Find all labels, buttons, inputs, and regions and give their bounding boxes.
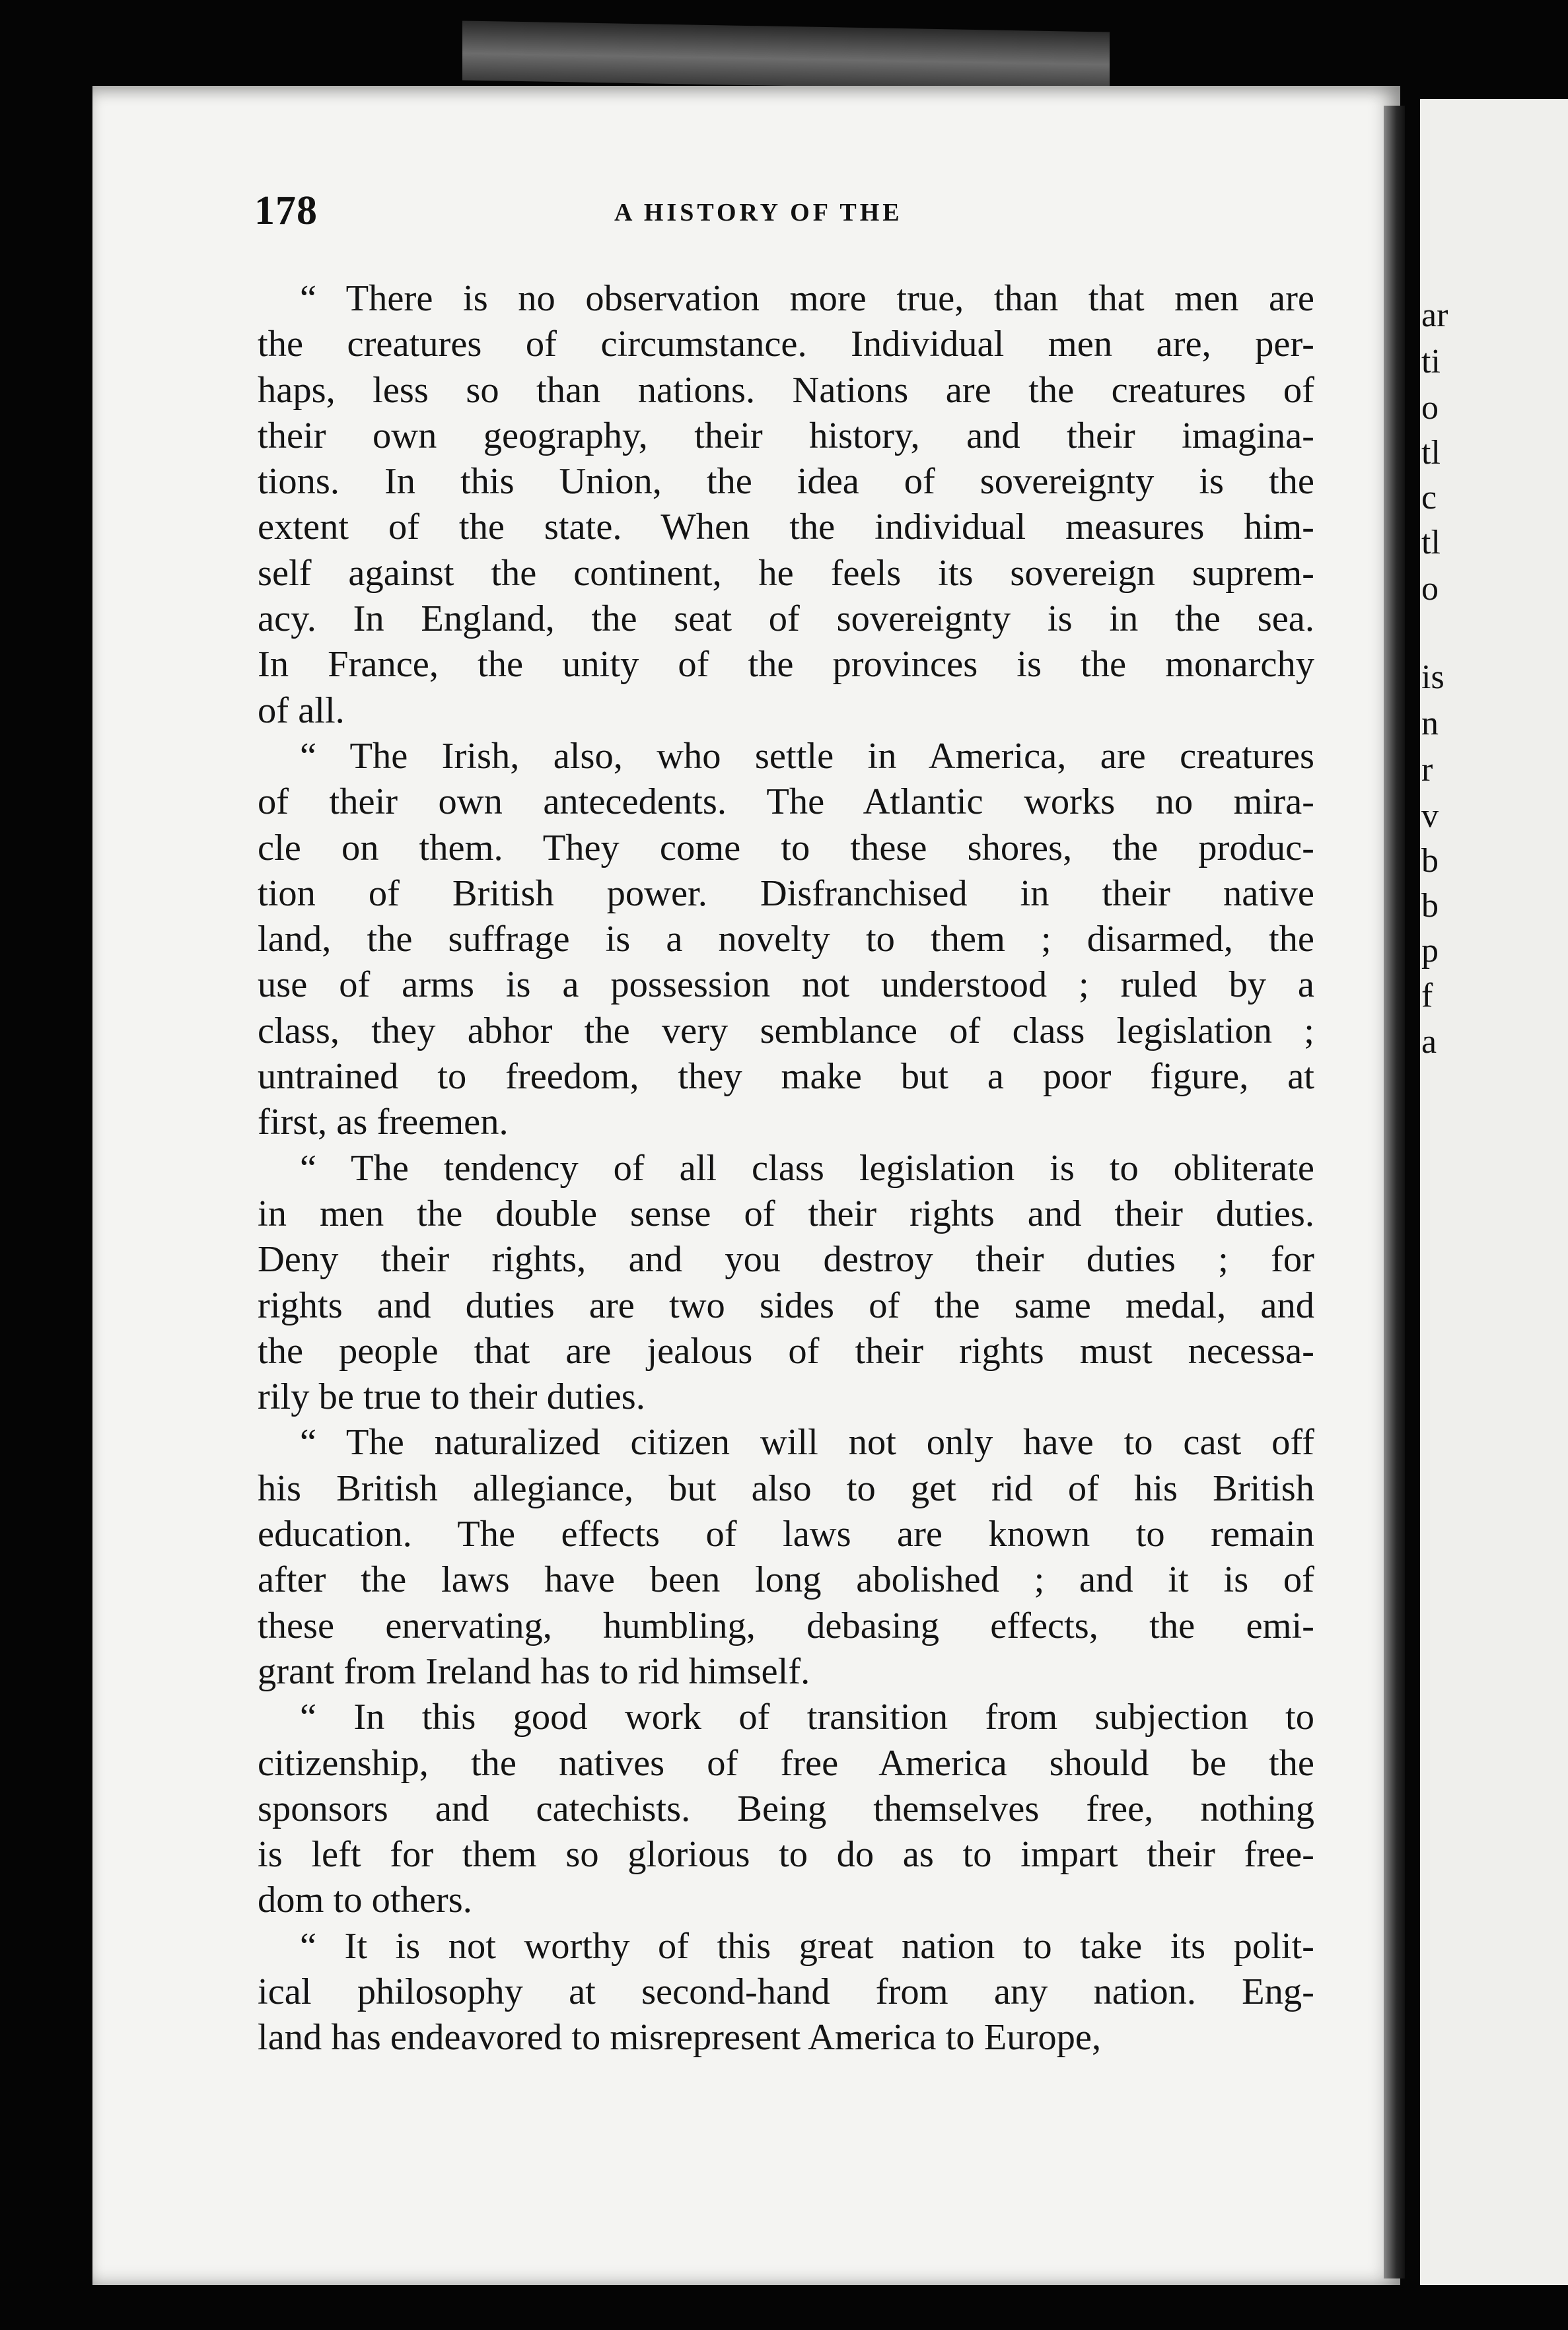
text-line: sponsors and catechists. Being themselves free, nothing (258, 1788, 1314, 1829)
text-line: these enervating, humbling, debasing effects, the emi- (258, 1605, 1314, 1646)
text-line: acy. In England, the seat of sovereignty is in the sea. (258, 598, 1314, 640)
text-line: dom to others. (258, 1880, 472, 1921)
facing-page-fragment: tl (1421, 434, 1441, 472)
facing-page-fragment: o (1421, 570, 1439, 608)
text-line: “ In this good work of transition from subjection to (300, 1697, 1314, 1738)
facing-page-fragment: c (1421, 479, 1437, 516)
facing-page-fragment: p (1421, 932, 1439, 970)
paragraph (258, 1924, 1314, 2061)
text-line: education. The effects of laws are known to remain (258, 1514, 1314, 1555)
text-line: first, as freemen. (258, 1102, 509, 1143)
text-line: class, they abhor the very semblance of class legislation ; (258, 1010, 1314, 1051)
text-line: haps, less so than nations. Nations are the creatures of (258, 369, 1314, 411)
facing-page-fragment: tl (1421, 524, 1441, 561)
facing-page-fragment: o (1421, 389, 1439, 427)
facing-page-fragment: is (1421, 658, 1444, 696)
facing-page-fragment: ti (1421, 343, 1441, 380)
text-line: tion of British power. Disfranchised in their native (258, 872, 1314, 914)
facing-page-edge (1420, 99, 1568, 2285)
text-line: his British allegiance, but also to get rid of his British (258, 1467, 1314, 1509)
facing-page-fragment: ar (1421, 297, 1448, 334)
text-line: “ The tendency of all class legislation is to obliterate (300, 1147, 1314, 1189)
text-line: “ The naturalized citizen will not only have to cast off (300, 1422, 1314, 1464)
text-line: in men the double sense of their rights and their duties. (258, 1193, 1314, 1234)
facing-page-fragment: f (1421, 977, 1433, 1014)
text-line: rily be true to their duties. (258, 1376, 645, 1418)
text-line: “ There is no observation more true, than that men are (300, 278, 1314, 319)
binding-strip (462, 20, 1110, 91)
page-number: 178 (254, 188, 318, 233)
text-line: of all. (258, 689, 345, 731)
text-line: use of arms is a possession not understood ; ruled by a (258, 964, 1314, 1006)
text-line: self against the continent, he feels its sovereign suprem- (258, 552, 1314, 594)
text-line: Deny their rights, and you destroy their duties ; for (258, 1239, 1314, 1281)
page-gutter (1384, 106, 1405, 2278)
text-line: the people that are jealous of their rights must necessa- (258, 1330, 1314, 1372)
running-head: A HISTORY OF THE (614, 199, 903, 227)
text-line: “ The Irish, also, who settle in America, are creatures (300, 735, 1314, 777)
text-line: ical philosophy at second-hand from any nation. Eng- (258, 1971, 1314, 2012)
text-line: after the laws have been long abolished ; and it is of (258, 1559, 1314, 1601)
facing-page-fragment: r (1421, 751, 1433, 789)
text-line: extent of the state. When the individual measures him- (258, 507, 1314, 548)
paragraph (258, 276, 1314, 734)
text-line: untrained to freedom, they make but a poor figure, at (258, 1056, 1314, 1098)
paragraph (258, 734, 1314, 1146)
text-line: grant from Ireland has to rid himself. (258, 1650, 810, 1692)
text-line: of their own antecedents. The Atlantic works no mira- (258, 781, 1314, 823)
body-text (258, 276, 1314, 2061)
text-line: citizenship, the natives of free America should be the (258, 1742, 1314, 1784)
facing-page-fragment: b (1421, 887, 1439, 925)
text-line: rights and duties are two sides of the same medal, and (258, 1285, 1314, 1326)
text-line: land has endeavored to misrepresent America to Europe, (258, 2017, 1102, 2059)
text-line: is left for them so glorious to do as to impart their free- (258, 1834, 1314, 1876)
text-line: “ It is not worthy of this great nation to take its polit- (300, 1925, 1314, 1967)
facing-page-fragment: b (1421, 842, 1439, 880)
facing-page-fragment: a (1421, 1023, 1437, 1061)
text-line: tions. In this Union, the idea of sovereignty is the (258, 461, 1314, 503)
text-line: their own geography, their history, and their imagina- (258, 415, 1314, 456)
text-line: land, the suffrage is a novelty to them ; disarmed, the (258, 919, 1314, 960)
text-line: In France, the unity of the provinces is the monarchy (258, 644, 1314, 686)
text-line: the creatures of circumstance. Individual men are, per- (258, 324, 1314, 365)
facing-page-fragment: v (1421, 797, 1439, 835)
text-line: cle on them. They come to these shores, the produc- (258, 827, 1314, 868)
paragraph (258, 1420, 1314, 1695)
paragraph (258, 1695, 1314, 1923)
facing-page-fragment: n (1421, 705, 1439, 742)
paragraph (258, 1146, 1314, 1421)
